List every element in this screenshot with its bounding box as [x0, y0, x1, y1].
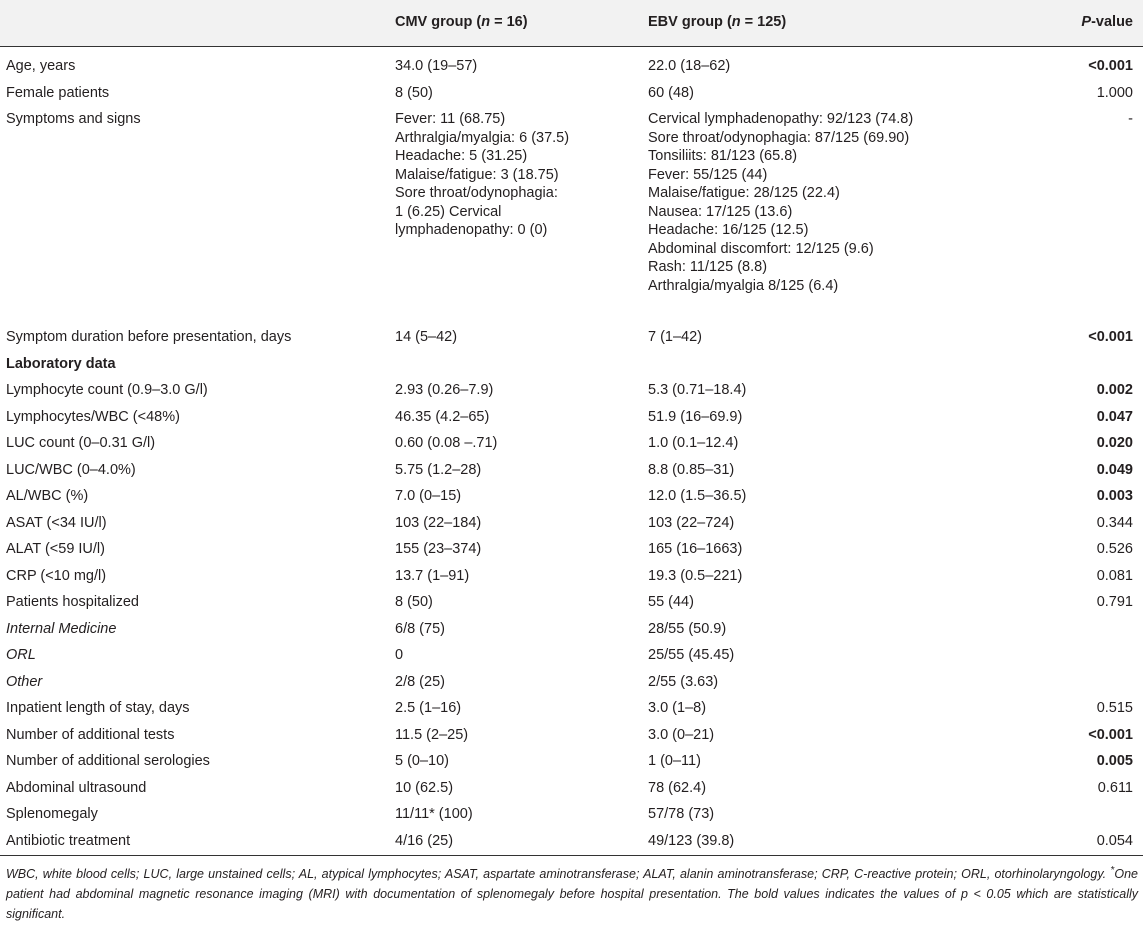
ebv-value: 8.8 (0.85–31)	[648, 462, 735, 478]
cmv-value: 14 (5–42)	[395, 329, 458, 345]
row-label: ALAT (<59 IU/l)	[6, 541, 105, 557]
cmv-symptom-line: Arthralgia/myalgia: 6 (37.5)	[395, 129, 570, 146]
p-value: <0.001	[1088, 58, 1133, 74]
row-label: Inpatient length of stay, days	[6, 700, 190, 716]
p-value: 0.003	[1096, 488, 1133, 504]
ebv-symptom-line: Tonsiliits: 81/123 (65.8)	[648, 148, 798, 164]
row-label: Antibiotic treatment	[6, 833, 131, 849]
p-value: 0.005	[1096, 753, 1133, 769]
ebv-value: 22.0 (18–62)	[648, 58, 731, 74]
ebv-symptom-line: Nausea: 17/125 (13.6)	[648, 203, 793, 220]
cmv-symptom-line: lymphadenopathy: 0 (0)	[395, 222, 548, 238]
row-label: Female patients	[6, 85, 110, 101]
ebv-value: 3.0 (1–8)	[648, 700, 707, 716]
ebv-value: 12.0 (1.5–36.5)	[648, 488, 747, 504]
ebv-value: 51.9 (16–69.9)	[648, 409, 743, 425]
cmv-value: 2.93 (0.26–7.9)	[395, 382, 494, 398]
header-p-value: P-value	[1081, 14, 1133, 30]
p-value: 0.611	[1097, 780, 1133, 796]
cmv-value: 10 (62.5)	[395, 780, 454, 796]
ebv-value	[648, 110, 913, 295]
ebv-value: 103 (22–724)	[648, 515, 735, 531]
header-cmv-group: CMV group (n = 16)	[395, 14, 528, 30]
cmv-value: 2.5 (1–16)	[395, 700, 462, 716]
ebv-value: 55 (44)	[648, 594, 694, 610]
p-value: 0.526	[1096, 541, 1133, 557]
ebv-symptom-line: Cervical lymphadenopathy: 92/123 (74.8)	[648, 111, 914, 127]
row-label: ASAT (<34 IU/l)	[6, 515, 107, 531]
cmv-symptom-line: 1 (6.25) Cervical	[395, 203, 502, 220]
row-label: LUC count (0–0.31 G/l)	[6, 435, 156, 451]
row-label: Lymphocytes/WBC (<48%)	[6, 409, 180, 425]
row-label: Other	[6, 674, 43, 690]
cmv-value: 8 (50)	[395, 85, 433, 101]
ebv-value: 5.3 (0.71–18.4)	[648, 382, 747, 398]
cmv-value: 0	[395, 647, 404, 663]
p-value: 0.344	[1096, 515, 1133, 531]
p-value: 0.049	[1096, 462, 1133, 478]
row-label: AL/WBC (%)	[6, 488, 89, 504]
ebv-value: 25/55 (45.45)	[648, 647, 735, 663]
p-value: <0.001	[1088, 329, 1133, 345]
cmv-value: 46.35 (4.2–65)	[395, 409, 490, 425]
table-header-band	[0, 0, 1143, 46]
cmv-value: 103 (22–184)	[395, 515, 482, 531]
p-value: 0.020	[1096, 435, 1133, 451]
table-footnote: WBC, white blood cells; LUC, large unstained cells; AL, atypical lymphocytes; ASAT, aspartate aminotransferase; ALAT, alanin aminotransferase; CRP, C-reactive protein; ORL, otorhinolaryngology. *One patient had abdominal magnetic resonance imaging (MRI) with documentation of splenomegaly before hospital presentation. The bold values indicates the values of p < 0.05 which are statistically significant.	[6, 865, 1138, 922]
header-ebv-group: EBV group (n = 125)	[648, 14, 787, 30]
p-value: 0.054	[1096, 833, 1133, 849]
row-label: Number of additional tests	[6, 727, 175, 743]
cmv-value: 11/11* (100)	[395, 806, 473, 822]
cmv-value: 2/8 (25)	[395, 674, 445, 690]
ebv-value: 165 (16–1663)	[648, 541, 743, 557]
ebv-value: 7 (1–42)	[648, 329, 703, 345]
row-label: Abdominal ultrasound	[6, 780, 147, 796]
p-value: 0.047	[1096, 409, 1133, 425]
ebv-symptom-line: Rash: 11/125 (8.8)	[648, 259, 768, 275]
row-label: Splenomegaly	[6, 806, 98, 822]
cmv-symptom-line: Malaise/fatigue: 3 (18.75)	[395, 166, 559, 183]
ebv-symptom-line: Fever: 55/125 (44)	[648, 166, 768, 183]
ebv-value: 3.0 (0–21)	[648, 727, 715, 743]
p-value: 0.081	[1096, 568, 1133, 584]
ebv-symptom-line: Arthralgia/myalgia 8/125 (6.4)	[648, 277, 839, 294]
cmv-symptom-line: Headache: 5 (31.25)	[395, 148, 528, 164]
cmv-value: 6/8 (75)	[395, 621, 445, 637]
row-label: LUC/WBC (0–4.0%)	[6, 462, 136, 478]
ebv-value: 1.0 (0.1–12.4)	[648, 435, 739, 451]
ebv-symptom-line: Sore throat/odynophagia: 87/125 (69.90)	[648, 129, 910, 146]
cmv-value: 0.60 (0.08 –.71)	[395, 435, 498, 451]
cmv-value: 5 (0–10)	[395, 753, 450, 769]
ebv-value: 57/78 (73)	[648, 806, 715, 822]
section-heading: Laboratory data	[6, 356, 116, 372]
p-value: 0.791	[1096, 594, 1133, 610]
cmv-value: 155 (23–374)	[395, 541, 482, 557]
p-value: 0.515	[1096, 700, 1133, 716]
row-label: Patients hospitalized	[6, 594, 139, 610]
row-label: ORL	[6, 647, 36, 663]
table-bottom-rule	[0, 855, 1143, 856]
row-label: Symptoms and signs	[6, 111, 141, 127]
cmv-value: 34.0 (19–57)	[395, 58, 478, 74]
row-label: Internal Medicine	[6, 621, 117, 637]
cmv-value: 4/16 (25)	[395, 833, 454, 849]
cmv-symptom-line: Fever: 11 (68.75)	[395, 111, 506, 127]
ebv-symptom-line: Abdominal discomfort: 12/125 (9.6)	[648, 240, 874, 257]
ebv-value: 2/55 (3.63)	[648, 674, 719, 690]
p-value: 0.002	[1096, 382, 1133, 398]
ebv-value: 28/55 (50.9)	[648, 621, 727, 637]
ebv-value: 60 (48)	[648, 85, 694, 101]
cmv-value: 13.7 (1–91)	[395, 568, 470, 584]
row-label: Lymphocyte count (0.9–3.0 G/l)	[6, 382, 208, 398]
header-rule	[0, 46, 1143, 47]
ebv-symptom-line: Malaise/fatigue: 28/125 (22.4)	[648, 185, 840, 201]
cmv-value: 5.75 (1.2–28)	[395, 462, 482, 478]
row-label: Symptom duration before presentation, days	[6, 329, 292, 345]
cmv-value	[395, 110, 569, 240]
cmv-value: 8 (50)	[395, 594, 433, 610]
ebv-value: 1 (0–11)	[648, 753, 701, 769]
p-value: <0.001	[1088, 727, 1133, 743]
row-label: Number of additional serologies	[6, 753, 210, 769]
ebv-symptom-line: Headache: 16/125 (12.5)	[648, 222, 809, 238]
ebv-value: 49/123 (39.8)	[648, 833, 735, 849]
cmv-value: 7.0 (0–15)	[395, 488, 462, 504]
ebv-value: 78 (62.4)	[648, 780, 707, 796]
p-value: 1.000	[1096, 85, 1133, 101]
ebv-value: 19.3 (0.5–221)	[648, 568, 743, 584]
row-label: Age, years	[6, 58, 76, 74]
cmv-symptom-line: Sore throat/odynophagia:	[395, 185, 558, 201]
p-value: -	[1128, 111, 1133, 127]
row-label: CRP (<10 mg/l)	[6, 568, 107, 584]
cmv-value: 11.5 (2–25)	[395, 727, 469, 743]
